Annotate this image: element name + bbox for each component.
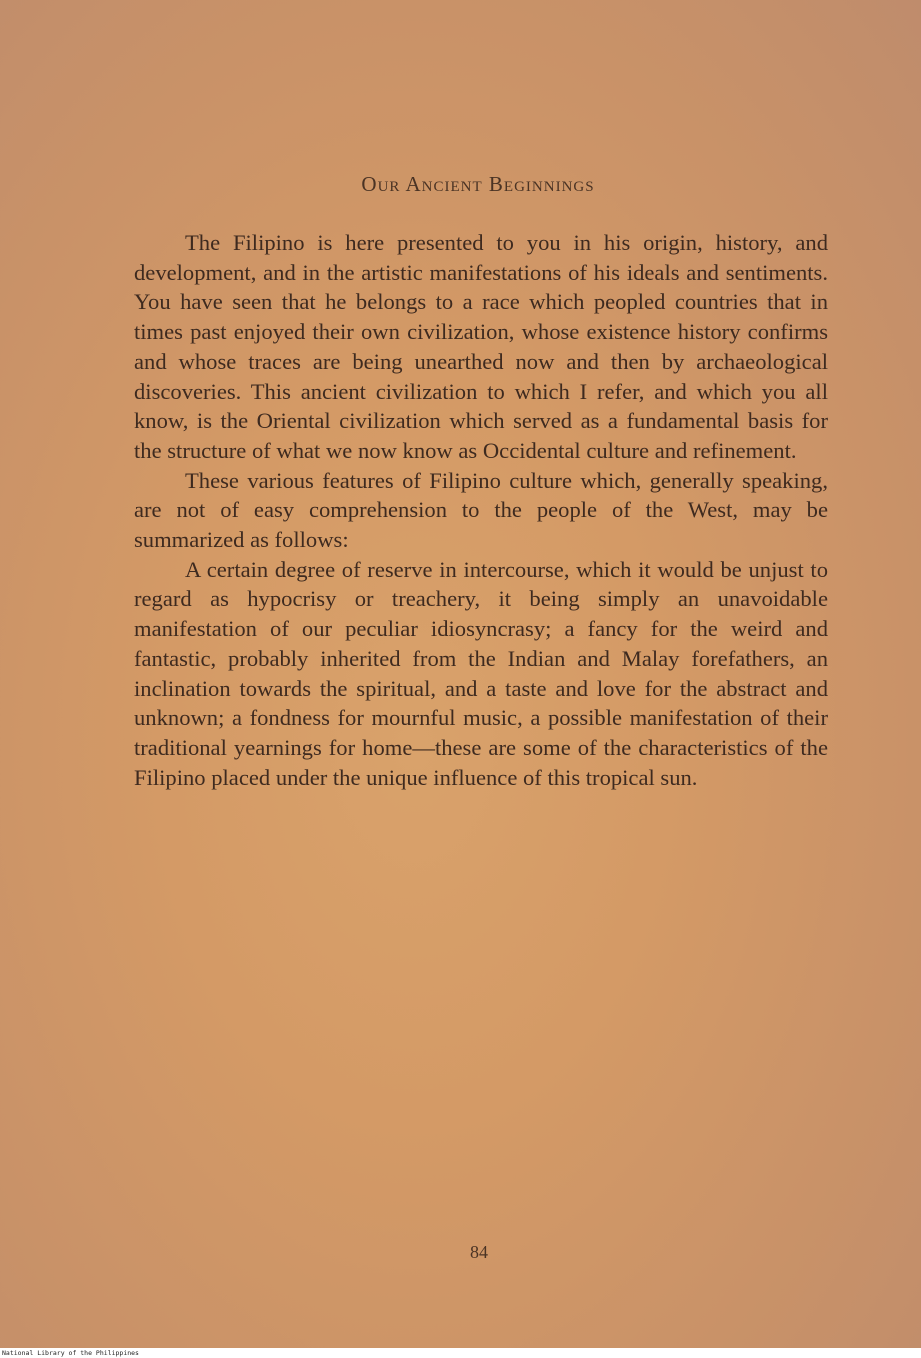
paragraph-2: These various features of Filipino culture which, generally speaking, are not of easy comprehension to the people of the West, may be summarized as follows: <box>134 467 828 553</box>
footer-bar <box>0 1348 921 1358</box>
page-number: 84 <box>470 1242 488 1262</box>
body-text <box>134 228 828 792</box>
paragraph-1: The Filipino is here presented to you in his origin, history, and development, and in the artistic manifestations of his ideals and sentiments. You have seen that he belongs to a race which peopled countries that in times past enjoyed their own civilization, whose existence history confirms and whose traces are being unearthed now and then by archaeological discoveries. This ancient civilization to which I refer, and which you all know, is the Oriental civilization which served as a fundamental basis for the structure of what we now know as Occidental culture and refinement. <box>134 230 828 463</box>
paragraph-3: A certain degree of reserve in intercourse, which it would be unjust to regard as hypocrisy or treachery, it being simply an unavoidable manifestation of our peculiar idiosyncrasy; a fancy for the weird and fantastic, probably inherited from the Indian and Malay forefathers, an inclination towards the spiritual, and a taste and love for the abstract and unknown; a fondness for mournful music, a possible manifestation of their traditional yearnings for home—these are some of the characteristics of the Filipino placed under the unique influence of this tropical sun. <box>134 556 828 790</box>
library-credit: National Library of the Philippines <box>2 1349 139 1357</box>
running-head: Our Ancient Beginnings <box>361 172 595 196</box>
